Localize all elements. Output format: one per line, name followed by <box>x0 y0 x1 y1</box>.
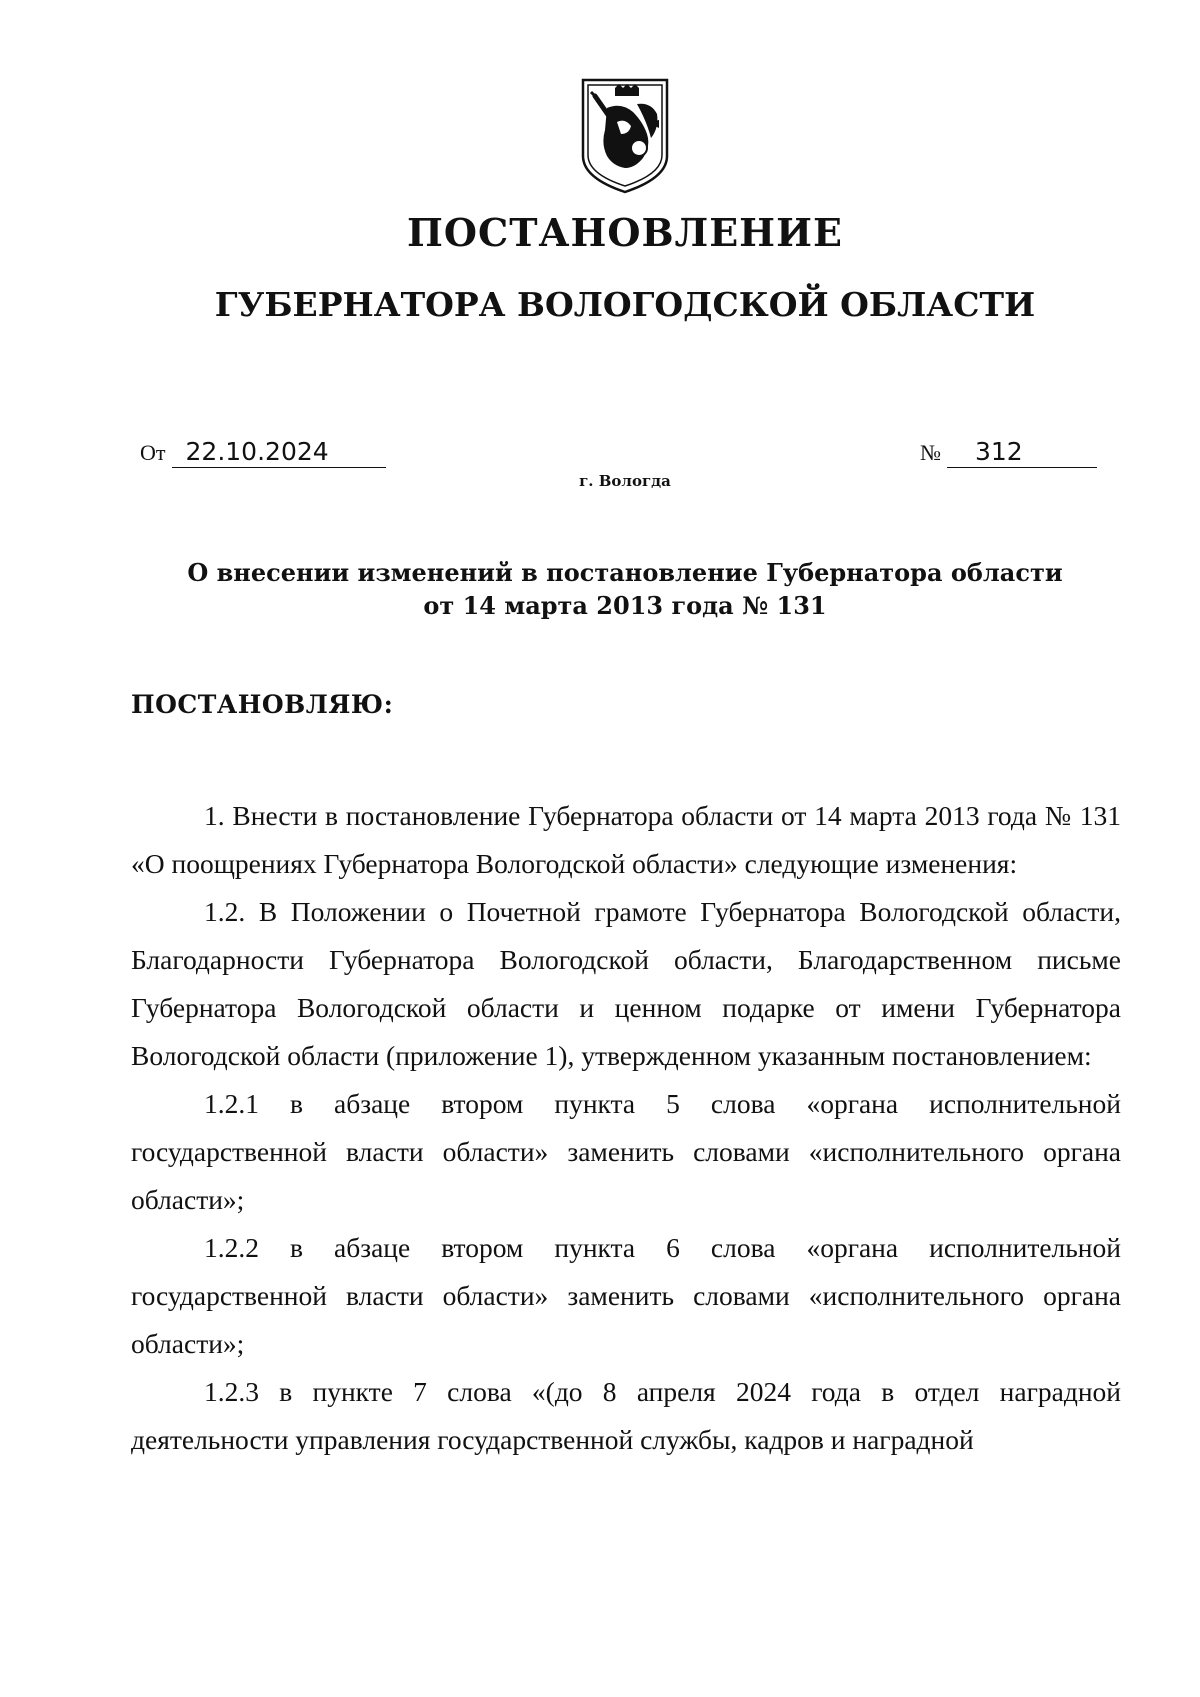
document-issuer: ГУБЕРНАТОРА ВОЛОГОДСКОЙ ОБЛАСТИ <box>214 285 1036 324</box>
document-title: ПОСТАНОВЛЕНИЕ <box>407 210 843 255</box>
paragraph: 1.2.3 в пункте 7 слова «(до 8 апреля 2024 года в отдел наградной деятельности управления государственной службы, кадров и наградной <box>131 1376 1121 1455</box>
paragraph: 1.2.2 в абзаце втором пункта 6 слова «органа исполнительной государственной власти области» заменить словами «исполнительного органа области»; <box>131 1232 1121 1359</box>
date-field <box>140 437 386 468</box>
document-subject <box>0 556 1200 622</box>
subject-line-2: от 14 марта 2013 года № 131 <box>423 591 827 620</box>
paragraph: 1. Внести в постановление Губернатора области от 14 марта 2013 года № 131 «О поощрениях Губернатора Вологодской области» следующие изменения: <box>131 800 1121 879</box>
number-value: 312 <box>947 437 1097 468</box>
decree-heading: ПОСТАНОВЛЯЮ: <box>131 690 394 719</box>
document-body <box>131 792 1121 1464</box>
paragraph: 1.2. В Положении о Почетной грамоте Губернатора Вологодской области, Благодарности Губернатора Вологодской области, Благодарственном письме Губернатора Вологодской области и ценном подарке от имени Губернатора Вологодской области (приложение 1), утвержденном указанным постановлением: <box>131 896 1121 1071</box>
date-prefix: От <box>140 440 166 465</box>
paragraph: 1.2.1 в абзаце втором пункта 5 слова «органа исполнительной государственной власти области» заменить словами «исполнительного органа области»; <box>131 1088 1121 1215</box>
city-label: г. Вологда <box>579 472 671 490</box>
date-value: 22.10.2024 <box>172 437 386 468</box>
number-field <box>920 437 1097 468</box>
subject-line-1: О внесении изменений в постановление Губернатора области <box>187 558 1063 587</box>
vologda-coat-of-arms-icon <box>581 78 669 194</box>
number-prefix: № <box>920 440 941 465</box>
